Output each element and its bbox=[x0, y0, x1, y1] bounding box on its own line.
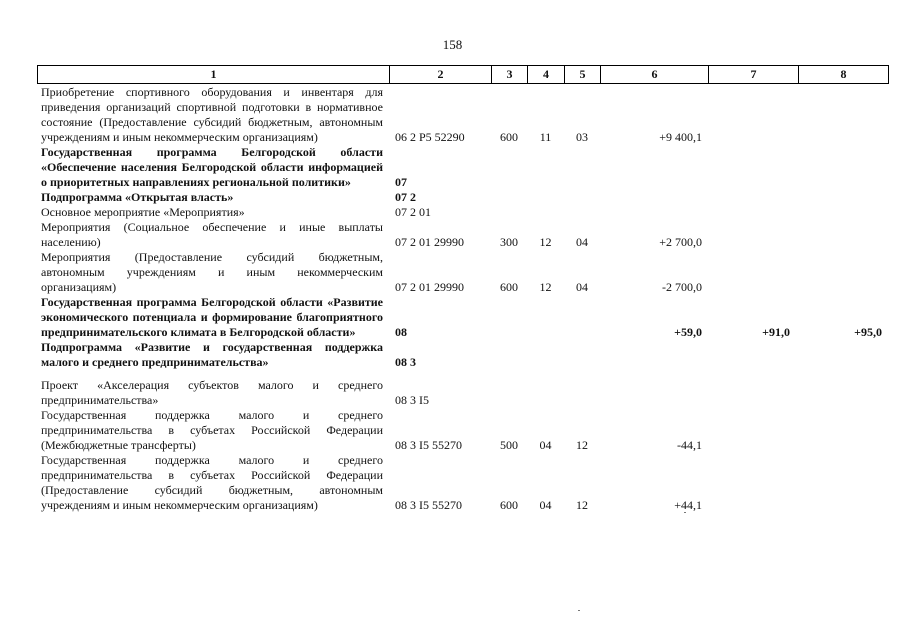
row-code: 08 bbox=[395, 325, 407, 339]
row-expense-type: 500 bbox=[500, 438, 518, 452]
row-section bbox=[527, 190, 564, 205]
row-amount-col6 bbox=[600, 205, 708, 220]
table-row bbox=[37, 453, 888, 513]
row-amount-col6 bbox=[600, 340, 708, 370]
row-amount-col6 bbox=[600, 190, 708, 205]
row-amount-col7 bbox=[708, 370, 798, 408]
row-amount-col8: +95,0 bbox=[854, 325, 882, 339]
row-expense-type: 600 bbox=[500, 280, 518, 294]
column-header-8: 8 bbox=[799, 66, 889, 84]
table-row bbox=[37, 340, 888, 370]
row-section: 12 bbox=[539, 235, 552, 249]
row-amount-col8 bbox=[798, 145, 888, 190]
row-expense-type: 300 bbox=[500, 235, 518, 249]
row-subsection: 03 bbox=[576, 130, 588, 144]
row-subsection bbox=[564, 295, 600, 340]
row-amount-col6: +2 700,0 bbox=[659, 235, 702, 249]
row-name: Государственная поддержка малого и среднего предпринимательства в субъетах Российской Федерации (Межбюджетные трансферты) bbox=[41, 408, 383, 452]
row-amount-col7 bbox=[708, 220, 798, 250]
table-body bbox=[37, 85, 888, 513]
table-header bbox=[37, 65, 889, 84]
row-code: 08 3 I5 55270 bbox=[395, 498, 462, 512]
row-expense-type bbox=[491, 370, 527, 408]
row-amount-col8 bbox=[798, 250, 888, 295]
row-code: 07 2 bbox=[395, 190, 416, 204]
row-subsection bbox=[564, 190, 600, 205]
row-amount-col6 bbox=[600, 370, 708, 408]
row-amount-col7 bbox=[708, 453, 798, 513]
row-name: Мероприятия (Социальное обеспечение и иные выплаты населению) bbox=[41, 220, 383, 249]
row-code: 07 2 01 bbox=[395, 205, 431, 219]
row-amount-col6 bbox=[600, 145, 708, 190]
row-name: Государственная поддержка малого и среднего предпринимательства в субъетах Российской Федерации (Предоставление субсидий бюджетным, автономным учреждениям и иным некоммерческим организациям) bbox=[41, 453, 383, 512]
row-amount-col7: +91,0 bbox=[762, 325, 790, 339]
budget-table bbox=[37, 85, 888, 513]
page-number: 158 bbox=[442, 37, 463, 52]
row-amount-col6: +44,1 bbox=[674, 498, 702, 512]
row-amount-col8 bbox=[798, 220, 888, 250]
column-header-1: 1 bbox=[38, 66, 390, 84]
row-subsection bbox=[564, 205, 600, 220]
row-code: 06 2 P5 52290 bbox=[395, 130, 465, 144]
scan-speck bbox=[684, 512, 686, 513]
row-amount-col6: -44,1 bbox=[677, 438, 702, 452]
row-name: Приобретение спортивного оборудования и инвентаря для приведения организаций спортивной подготовки в нормативное состояние (Предоставление субсидий бюджетным, автономным учреждениям и иным некоммерческим организациям) bbox=[41, 85, 383, 144]
column-header-2: 2 bbox=[390, 66, 492, 84]
row-amount-col6: +9 400,1 bbox=[659, 130, 702, 144]
row-subsection: 04 bbox=[576, 235, 588, 249]
table-row bbox=[37, 250, 888, 295]
row-name: Основное мероприятие «Мероприятия» bbox=[41, 205, 245, 219]
table-row bbox=[37, 190, 888, 205]
row-expense-type bbox=[491, 205, 527, 220]
row-amount-col6: -2 700,0 bbox=[662, 280, 702, 294]
row-expense-type: 600 bbox=[500, 498, 518, 512]
column-header-6: 6 bbox=[601, 66, 709, 84]
row-subsection: 12 bbox=[576, 498, 588, 512]
row-amount-col8 bbox=[798, 205, 888, 220]
row-section bbox=[527, 205, 564, 220]
row-code: 07 2 01 29990 bbox=[395, 280, 464, 294]
row-amount-col8 bbox=[798, 408, 888, 453]
row-expense-type: 600 bbox=[500, 130, 518, 144]
row-code: 08 3 bbox=[395, 355, 416, 369]
row-section bbox=[527, 370, 564, 408]
table-row bbox=[37, 220, 888, 250]
row-name: Государственная программа Белгородской области «Обеспечение населения Белгородской области информацией о приоритетных направлениях региональной политики» bbox=[41, 145, 383, 189]
row-name: Государственная программа Белгородской области «Развитие экономического потенциала и формирование благоприятного предпринимательского климата в Белгородской области» bbox=[41, 295, 383, 339]
row-expense-type bbox=[491, 340, 527, 370]
table-row bbox=[37, 205, 888, 220]
column-header-3: 3 bbox=[492, 66, 528, 84]
row-amount-col8 bbox=[798, 85, 888, 145]
row-amount-col7 bbox=[708, 145, 798, 190]
header-row bbox=[38, 66, 889, 84]
row-section: 12 bbox=[539, 280, 552, 294]
row-code: 07 2 01 29990 bbox=[395, 235, 464, 249]
row-name: Подпрограмма «Развитие и государственная поддержка малого и среднего предпринимательства» bbox=[41, 340, 383, 369]
row-section: 11 bbox=[539, 130, 552, 144]
row-amount-col8 bbox=[798, 370, 888, 408]
row-amount-col8 bbox=[798, 453, 888, 513]
row-expense-type bbox=[491, 190, 527, 205]
table-row bbox=[37, 295, 888, 340]
row-amount-col8 bbox=[798, 190, 888, 205]
row-name: Подпрограмма «Открытая власть» bbox=[41, 190, 234, 204]
row-section bbox=[527, 295, 564, 340]
row-amount-col6: +59,0 bbox=[674, 325, 702, 339]
table-row bbox=[37, 145, 888, 190]
table-row bbox=[37, 370, 888, 408]
row-section: 04 bbox=[539, 438, 552, 452]
table-row bbox=[37, 85, 888, 145]
row-expense-type bbox=[491, 295, 527, 340]
row-amount-col7 bbox=[708, 408, 798, 453]
row-section: 04 bbox=[539, 498, 552, 512]
row-subsection bbox=[564, 145, 600, 190]
table-row bbox=[37, 408, 888, 453]
scan-speck bbox=[578, 610, 580, 611]
column-header-7: 7 bbox=[709, 66, 799, 84]
row-subsection: 04 bbox=[576, 280, 588, 294]
column-header-4: 4 bbox=[528, 66, 565, 84]
row-subsection: 12 bbox=[576, 438, 588, 452]
row-amount-col7 bbox=[708, 190, 798, 205]
row-section bbox=[527, 145, 564, 190]
row-amount-col7 bbox=[708, 340, 798, 370]
row-expense-type bbox=[491, 145, 527, 190]
row-code: 08 3 I5 bbox=[395, 393, 429, 407]
row-amount-col7 bbox=[708, 205, 798, 220]
row-section bbox=[527, 340, 564, 370]
row-name: Мероприятия (Предоставление субсидий бюджетным, автономным учреждениям и иным некоммерческим организациям) bbox=[41, 250, 383, 294]
row-amount-col7 bbox=[708, 85, 798, 145]
row-amount-col8 bbox=[798, 340, 888, 370]
row-subsection bbox=[564, 340, 600, 370]
column-header-5: 5 bbox=[565, 66, 601, 84]
row-name: Проект «Акселерация субъектов малого и среднего предпринимательства» bbox=[41, 378, 383, 407]
row-subsection bbox=[564, 370, 600, 408]
row-amount-col7 bbox=[708, 250, 798, 295]
row-code: 07 bbox=[395, 175, 407, 189]
row-code: 08 3 I5 55270 bbox=[395, 438, 462, 452]
